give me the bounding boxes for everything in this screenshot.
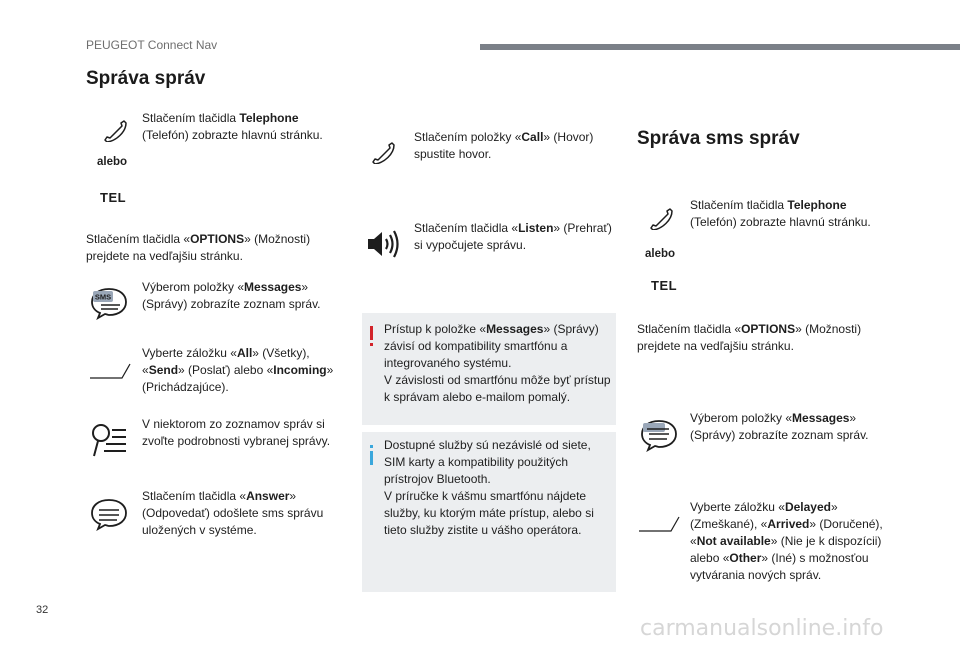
section-heading-message-management: Správa správ — [86, 68, 206, 89]
section-heading-sms-management: Správa sms správ — [637, 128, 800, 149]
tel-button-label: TEL — [651, 278, 678, 293]
info-mark-dot — [370, 445, 373, 448]
watermark: carmanualsonline.info — [640, 616, 884, 641]
step-telephone-button: Stlačením tlačidla Telephone (Telefón) zobrazte hlavnú stránku. — [690, 198, 871, 229]
step-select-tab: Vyberte záložku «All» (Všetky), «Send» (Poslať) alebo «Incoming» (Prichádzajúce). — [142, 346, 334, 394]
step-select-message-details: V niektorom zo zoznamov správ si zvoľte podrobnosti vybranej správy. — [142, 417, 331, 448]
speaker-volume-icon — [366, 228, 404, 260]
step-messages-item: Výberom položky «Messages» (Správy) zobrazíte zoznam správ. — [690, 411, 869, 442]
step-options-button: Stlačením tlačidla «OPTIONS» (Možnosti) prejdete na vedľajšiu stránku. — [86, 232, 311, 263]
step-answer-button: Stlačením tlačidla «Answer» (Odpovedať) odošlete sms správu uložených v systéme. — [142, 489, 324, 537]
step-select-tab: Vyberte záložku «Delayed» (Zmeškané), «Arrived» (Doručené), «Not available» (Nie je k dispozícii) alebo «Other» (Iné) s možnosťou vytvárania nových správ. — [690, 500, 883, 582]
tab-selector-icon — [637, 515, 681, 533]
info-mark-icon — [370, 451, 373, 465]
page-number: 32 — [36, 604, 49, 616]
list-details-icon — [90, 422, 130, 460]
header-bar — [480, 44, 960, 50]
info-text: Dostupné služby sú nezávislé od siete, SIM karty a kompatibility použitých prístrojov Bluetooth. V príručke k vášmu smartfónu nájdete služby, ku ktorým máte prístup, alebo si tieto služby zistite u vášho operátora. — [384, 438, 594, 537]
phone-handset-icon — [648, 206, 674, 230]
sms-icon-label: SMS — [94, 292, 112, 302]
step-messages-item: Výberom položky «Messages» (Správy) zobrazíte zoznam správ. — [142, 280, 321, 311]
messages-icon — [638, 418, 680, 452]
info-note — [362, 432, 616, 592]
step-telephone-button: Stlačením tlačidla Telephone (Telefón) zobrazte hlavnú stránku. — [142, 111, 323, 142]
warning-text: Prístup k položke «Messages» (Správy) závisí od kompatibility smartfónu a integrovaného systému. V závislosti od smartfónu môže byť prístup k správam alebo e-mailom pomalý. — [384, 322, 611, 404]
warning-mark-icon — [370, 326, 373, 340]
document-header-title: PEUGEOT Connect Nav — [86, 38, 218, 52]
warning-note — [362, 313, 616, 425]
tel-button-label: TEL — [100, 190, 127, 205]
or-label: alebo — [645, 248, 676, 260]
phone-handset-icon — [102, 118, 128, 142]
warning-mark-dot — [370, 343, 373, 346]
answer-message-icon — [88, 497, 130, 531]
step-listen-button: Stlačením tlačidla «Listen» (Prehrať) si vypočujete správu. — [414, 221, 612, 252]
or-label: alebo — [97, 156, 128, 168]
step-options-button: Stlačením tlačidla «OPTIONS» (Možnosti) prejdete na vedľajšiu stránku. — [637, 322, 862, 353]
step-call-item: Stlačením položky «Call» (Hovor) spustite hovor. — [414, 130, 594, 161]
sms-message-icon — [88, 286, 130, 320]
tab-selector-icon — [88, 362, 132, 380]
phone-handset-icon — [370, 140, 396, 164]
